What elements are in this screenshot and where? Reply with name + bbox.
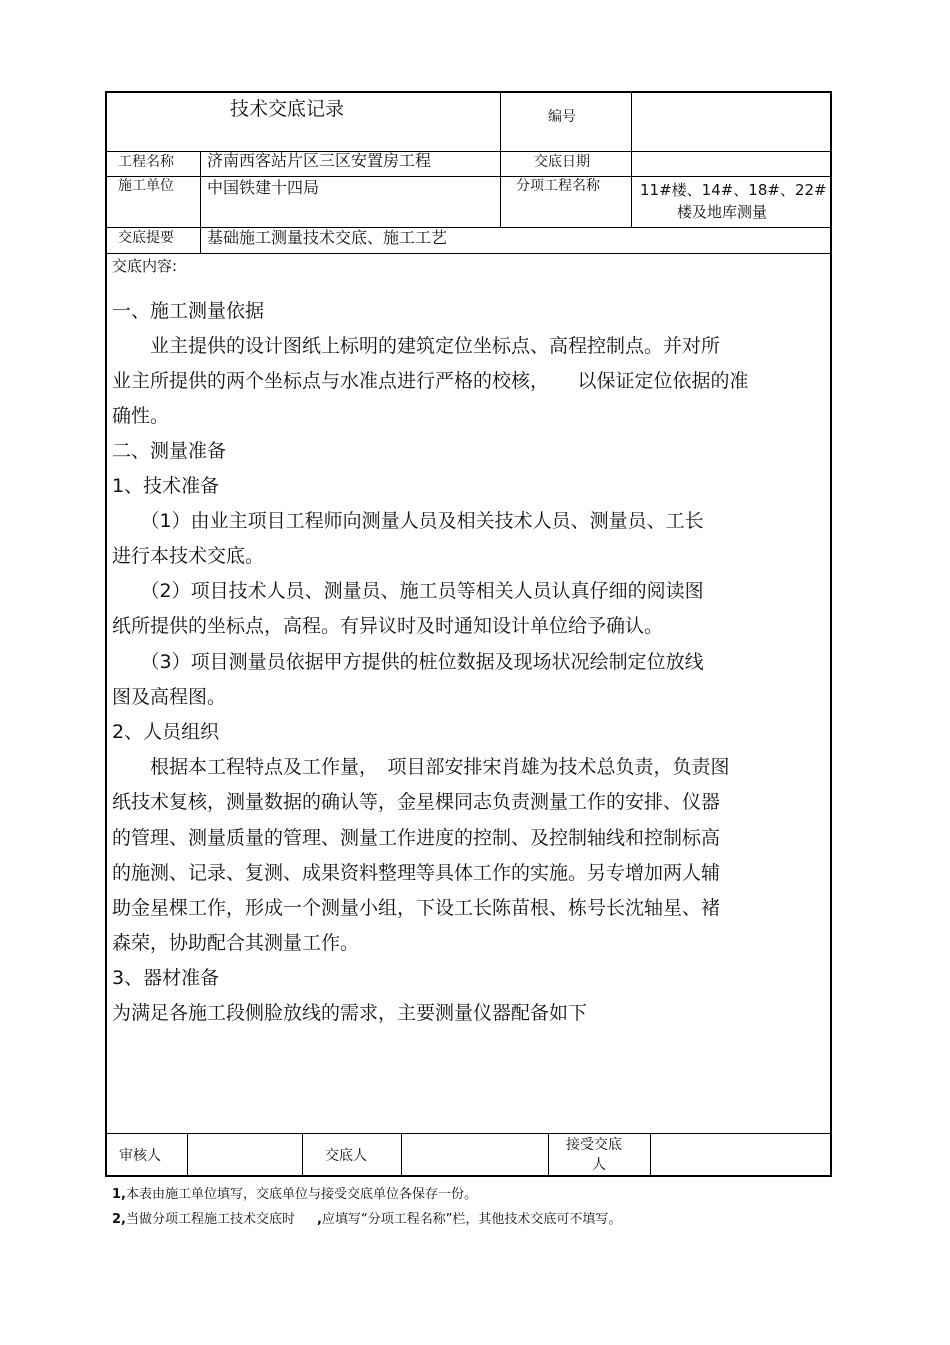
row-divider [105, 253, 832, 254]
row-divider [105, 176, 832, 177]
content-line: 3、器材准备 [112, 967, 220, 989]
content-line: 森荣，协助配合其测量工作。 [112, 932, 360, 954]
subproject-label: 分项工程名称 [516, 178, 600, 194]
col-divider [302, 1133, 303, 1176]
unit-label: 施工单位 [118, 178, 174, 194]
content-line: 2、人员组织 [112, 721, 220, 743]
footnote-2 [112, 1212, 621, 1228]
content-line: 为满足各施工段侧脸放线的需求，主要测量仪器配备如下 [112, 1002, 588, 1024]
content-line: （3）项目测量员依据甲方提供的桩位数据及现场状况绘制定位放线 [112, 651, 704, 673]
content-label: 交底内容: [112, 257, 178, 275]
footnote-1 [112, 1187, 477, 1203]
content-line: 根据本工程特点及工作量， 项目部安排宋肖雄为技术总负责，负责图 [112, 756, 730, 778]
table-border-bottom [105, 1175, 832, 1177]
form-title: 技术交底记录 [230, 98, 345, 120]
unit-value: 中国铁建十四局 [207, 178, 320, 197]
col-divider [631, 91, 632, 228]
content-line: 业主提供的设计图纸上标明的建筑定位坐标点、高程控制点。并对所 [112, 335, 721, 357]
content-line: 的管理、测量质量的管理、测量工作进度的控制、及控制轴线和控制标高 [112, 827, 721, 849]
col-divider [548, 1133, 549, 1176]
summary-value: 基础施工测量技术交底、施工工艺 [207, 228, 448, 247]
subproject-value-line1: 11#楼、14#、18#、22# [640, 181, 827, 199]
footnote-number: 2, [112, 1212, 126, 1227]
date-label: 交底日期 [534, 154, 590, 170]
col-divider [650, 1133, 651, 1176]
footnote-number: 1, [112, 1187, 126, 1202]
project-name-value: 济南西客站片区三区安置房工程 [207, 151, 432, 170]
project-name-label: 工程名称 [118, 154, 174, 170]
footnote-text: 应填写“分项工程名称”栏，其他技术交底可不填写。 [321, 1212, 622, 1227]
table-border-top [105, 91, 832, 93]
content-line: 图及高程图。 [112, 686, 227, 708]
footnote-text: 本表由施工单位填写，交底单位与接受交底单位各保存一份。 [125, 1187, 477, 1202]
content-line: （1）由业主项目工程师向测量人员及相关技术人员、测量员、工长 [112, 510, 704, 532]
subproject-value-line2: 楼及地库测量 [677, 203, 768, 221]
content-line: 确性。 [112, 405, 170, 427]
col-divider [500, 91, 501, 228]
content-line: 进行本技术交底。 [112, 545, 265, 567]
col-divider [187, 1133, 188, 1176]
content-line: 二、测量准备 [112, 440, 227, 462]
content-line: 1、技术准备 [112, 475, 220, 497]
content-line: 一、施工测量依据 [112, 300, 265, 322]
summary-label: 交底提要 [118, 230, 174, 246]
number-label: 编号 [548, 109, 576, 125]
footnote-separator: , [317, 1212, 322, 1227]
reviewer-label: 审核人 [119, 1148, 161, 1164]
content-line: （2）项目技术人员、测量员、施工员等相关人员认真仔细的阅读图 [112, 580, 704, 602]
receiver-label-line2: 人 [592, 1157, 606, 1173]
row-divider [105, 1133, 832, 1134]
content-line: 纸所提供的坐标点，高程。有异议时及时通知设计单位给予确认。 [112, 615, 664, 637]
content-line: 助金星棵工作，形成一个测量小组，下设工长陈苗根、栋号长沈轴星、褚 [112, 897, 721, 919]
content-line: 纸技术复核，测量数据的确认等，金星棵同志负责测量工作的安排、仪器 [112, 791, 721, 813]
content-line: 业主所提供的两个坐标点与水准点进行严格的校核， 以保证定位依据的准 [112, 370, 749, 392]
content-line: 的施测、记录、复测、成果资料整理等具体工作的实施。另专增加两人辅 [112, 862, 721, 884]
receiver-label-line1: 接受交底 [566, 1137, 622, 1153]
footnote-text: 当做分项工程施工技术交底时 [125, 1212, 295, 1227]
col-divider [401, 1133, 402, 1176]
col-divider [200, 151, 201, 254]
discloser-label: 交底人 [325, 1148, 367, 1164]
